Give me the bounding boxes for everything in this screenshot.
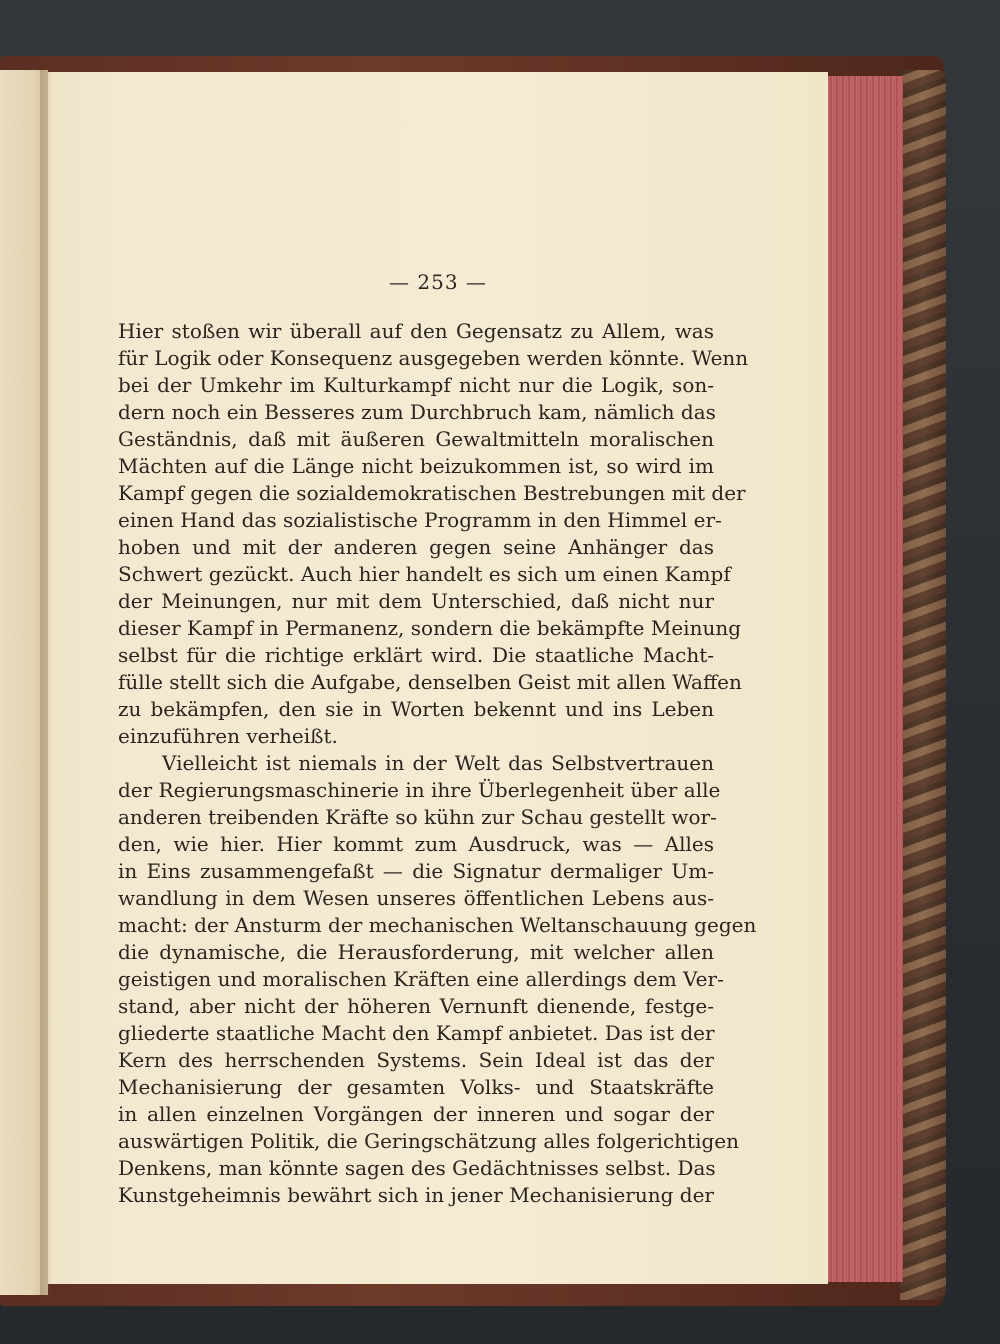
text-line: Schwert gezückt. Auch hier handelt es sich um einen Kampf [118,562,731,586]
text-line: für Logik oder Konsequenz ausgegeben werden könnte. Wenn [118,346,749,370]
text-line: macht: der Ansturm der mechanischen Weltanschauung gegen [118,913,757,937]
text-line: hoben und mit der anderen gegen seine Anhänger das [118,535,714,559]
text-line: anderen treibenden Kräfte so kühn zur Schau gestellt wor- [118,805,717,829]
paragraph-start-line: Vielleicht ist niemals in der Welt das Selbstvertrauen [162,751,714,775]
text-line: Mächten auf die Länge nicht beizukommen ist, so wird im [118,454,714,478]
text-line: gliederte staatliche Macht den Kampf anbietet. Das ist der [118,1021,715,1045]
marbled-cover-edge [900,70,946,1300]
text-line: wandlung in dem Wesen unseres öffentlichen Lebens aus- [118,886,714,910]
text-line: den, wie hier. Hier kommt zum Ausdruck, was — Alles [118,832,714,856]
text-line: zu bekämpfen, den sie in Worten bekennt und ins Leben [118,697,714,721]
text-line: Geständnis, daß mit äußeren Gewaltmitteln moralischen [118,427,714,451]
text-line: einen Hand das sozialistische Programm in den Himmel er- [118,508,722,532]
text-line: auswärtigen Politik, die Geringschätzung alles folgerichtigen [118,1129,739,1153]
text-line: einzuführen verheißt. [118,724,338,748]
text-line: fülle stellt sich die Aufgabe, denselben Geist mit allen Waffen [118,670,742,694]
text-line: geistigen und moralischen Kräften eine allerdings dem Ver- [118,967,724,991]
page-number: — 253 — [389,270,487,294]
text-line: Denkens, man könnte sagen des Gedächtnisses selbst. Das [118,1156,716,1180]
text-line: Mechanisierung der gesamten Volks- und Staatskräfte [118,1075,714,1099]
text-line: Hier stoßen wir überall auf den Gegensatz zu Allem, was [118,319,714,343]
text-line: bei der Umkehr im Kulturkampf nicht nur die Logik, son- [118,373,714,397]
page-stack-edges [826,76,903,1282]
text-line: Kern des herrschenden Systems. Sein Ideal ist das der [118,1048,714,1072]
text-line: Kunstgeheimnis bewährt sich in jener Mechanisierung der [118,1183,714,1207]
text-line: selbst für die richtige erklärt wird. Die staatliche Macht- [118,643,714,667]
book-page [48,72,828,1284]
text-line: Kampf gegen die sozialdemokratischen Bestrebungen mit der [118,481,746,505]
text-line: dern noch ein Besseres zum Durchbruch kam, nämlich das [118,400,716,424]
body-text [118,318,757,1209]
text-line: in Eins zusammengefaßt — die Signatur dermaliger Um- [118,859,714,883]
text-line: stand, aber nicht der höheren Vernunft dienende, festge- [118,994,714,1018]
text-line: der Regierungsmaschinerie in ihre Überlegenheit über alle [118,778,721,802]
text-line: die dynamische, die Herausforderung, mit welcher allen [118,940,714,964]
text-line: der Meinungen, nur mit dem Unterschied, daß nicht nur [118,589,714,613]
book-gutter-shadow [40,70,52,1295]
text-line: in allen einzelnen Vorgängen der inneren und sogar der [118,1102,714,1126]
text-line: dieser Kampf in Permanenz, sondern die bekämpfte Meinung [118,616,742,640]
